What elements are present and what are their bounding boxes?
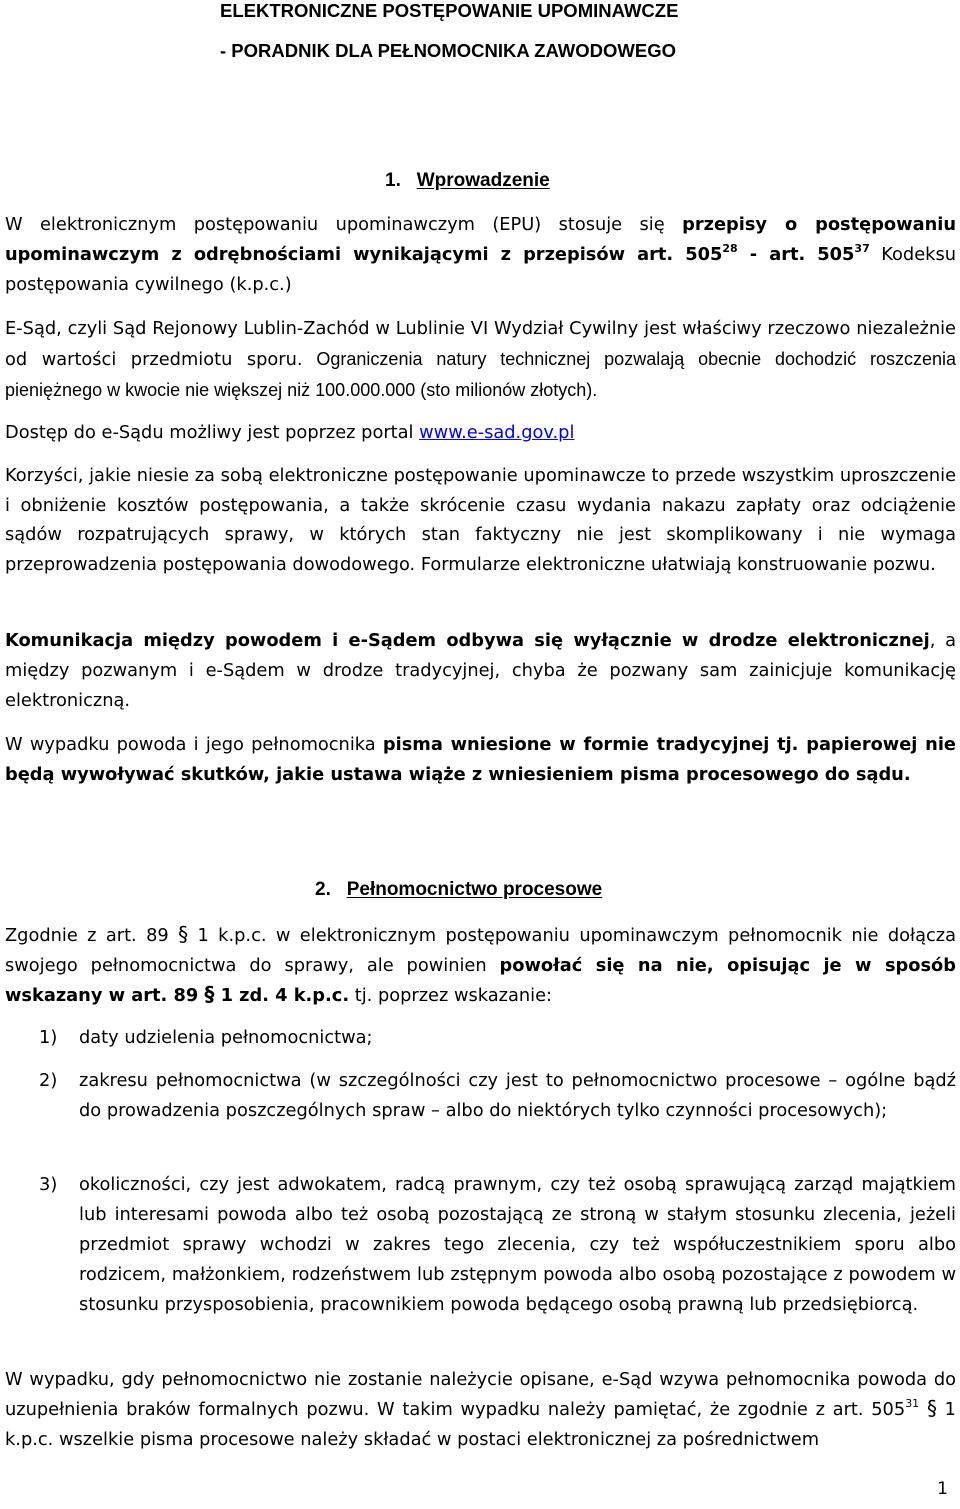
e-sad-portal-link[interactable]: www.e-sad.gov.pl	[419, 422, 575, 443]
document-title-line-2: - PORADNIK DLA PEŁNOMOCNIKA ZAWODOWEGO	[220, 40, 676, 61]
section-1-paragraph-5: Komunikacja między powodem i e-Sądem odbywa się wyłącznie w drodze elektronicznej, a między pozwanym i e-Sądem w drodze tradycyjnej, chyba że pozwany sam zainicjuje komunikację elektroniczną.	[5, 630, 957, 711]
section-1-paragraph-6: W wypadku powoda i jego pełnomocnika pisma wniesione w formie tradycyjnej tj. papierowej nie będą wywoływać skutków, jakie ustawa wiąże z wniesieniem pisma procesowego do sądu.	[5, 734, 956, 785]
section-2-paragraph-2: W wypadku, gdy pełnomocnictwo nie zostanie należycie opisane, e-Sąd wzywa pełnomocnika powoda do uzupełnienia braków formalnych pozwu. W takim wypadku należy pamiętać, że zgodnie z art. $505^{31}$ § 1 k.p.c. wszelkie pisma procesowe należy składać w postaci elektronicznej za pośrednictwem	[5, 1369, 956, 1450]
section-2-title: Pełnomocnictwo procesowe	[346, 879, 603, 900]
section-1-heading	[385, 170, 550, 192]
section-2-paragraph-1: Zgodnie z art. 89 § 1 k.p.c. w elektronicznym postępowaniu upominawczym pełnomocnik nie dołącza swojego pełnomocnictwa do sprawy, ale powinien powołać się na nie, opisując je w sposób wskazany w art. 89 § 1 zd. 4 k.p.c. tj. poprzez wskazanie:	[5, 922, 957, 1006]
section-1-title: Wprowadzenie	[416, 170, 550, 191]
page-number: 1	[937, 1479, 948, 1499]
section-2-number: 2.	[315, 879, 331, 900]
section-1-number: 1.	[385, 170, 401, 191]
section-2-heading	[315, 879, 602, 901]
section-1-paragraph-3: Dostęp do e-Sądu możliwy jest poprzez portal www.e-sad.gov.pl	[5, 422, 575, 443]
section-1-paragraph-4: Korzyści, jakie niesie za sobą elektroniczne postępowanie upominawcze to przede wszystkim uproszczenie i obniżenie kosztów postępowania, a także skrócenie czasu wydania nakazu zapłaty oraz odciążenie sądów rozpatrujących sprawy, w których stan faktyczny nie jest skomplikowany i nie wymaga przeprowadzenia postępowania dowodowego. Formularze elektroniczne ułatwiają konstruowanie pozwu.	[5, 465, 957, 575]
document-title-line-1: ELEKTRONICZNE POSTĘPOWANIE UPOMINAWCZE	[220, 0, 679, 21]
section-1-paragraph-2: E-Sąd, czyli Sąd Rejonowy Lublin-Zachód w Lublinie VI Wydział Cywilny jest właściwy rzeczowo niezależnie od wartości przedmiotu sporu. Ograniczenia natury technicznej pozwalają obecnie dochodzić roszczenia pieniężnego w kwocie nie większej niż 100.000.000 (sto milionów złotych).	[5, 318, 956, 400]
section-1-paragraph-1: W elektronicznym postępowaniu upominawczym (EPU) stosuje się przepisy o postępowaniu upominawczym z odrębnościami wynikającymi z przepisów art. $505^{28}$ - art. $505^{37}$ Kodeksu postępowania cywilnego (k.p.c.)	[5, 214, 956, 295]
